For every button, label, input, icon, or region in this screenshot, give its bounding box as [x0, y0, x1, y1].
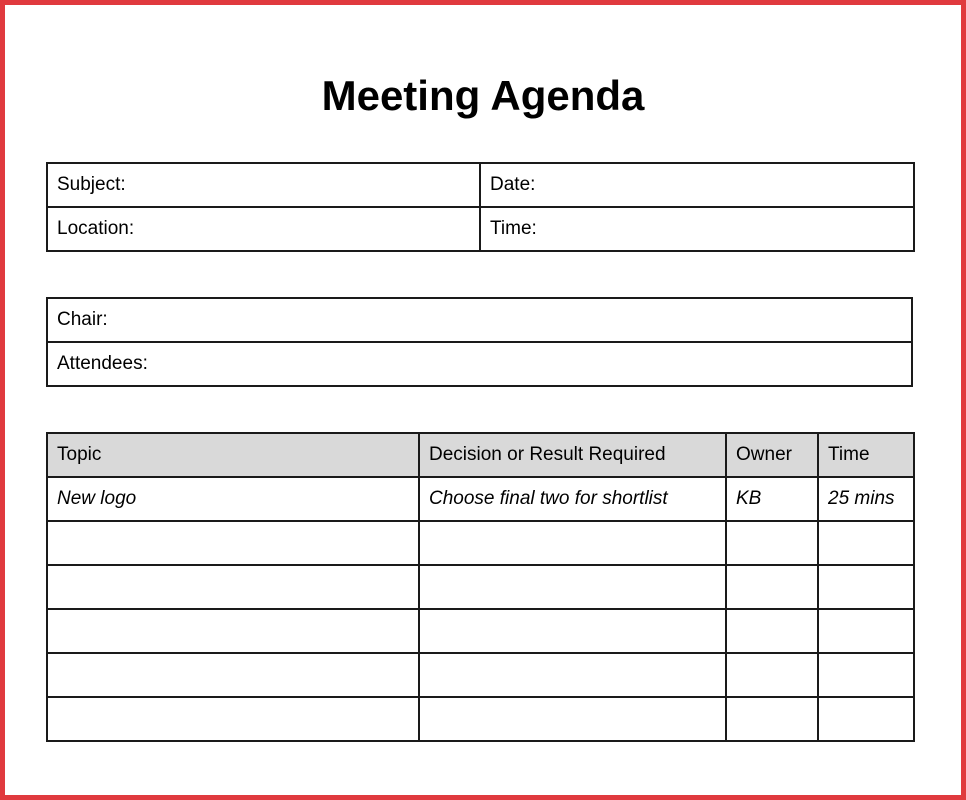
time-cell[interactable] [818, 609, 914, 653]
table-row [47, 697, 914, 741]
time-label: Time: [490, 218, 537, 239]
table-row [47, 565, 914, 609]
date-label: Date: [490, 174, 536, 195]
time-cell[interactable] [818, 521, 914, 565]
meeting-info-table [46, 162, 915, 252]
subject-label: Subject: [57, 174, 126, 195]
decision-cell[interactable] [419, 697, 726, 741]
decision-cell[interactable] [419, 653, 726, 697]
time-cell[interactable] [818, 697, 914, 741]
table-row [47, 653, 914, 697]
time-cell[interactable]: 25 mins [818, 477, 914, 521]
topic-cell[interactable] [47, 653, 419, 697]
agenda-header-row [47, 433, 914, 477]
time-field[interactable] [480, 207, 914, 251]
column-header-owner: Owner [726, 433, 818, 477]
owner-cell[interactable] [726, 521, 818, 565]
time-cell[interactable] [818, 565, 914, 609]
chair-label: Chair: [57, 309, 108, 330]
table-row [47, 477, 914, 521]
decision-cell[interactable] [419, 565, 726, 609]
owner-cell[interactable]: KB [726, 477, 818, 521]
people-table [46, 297, 913, 387]
topic-cell[interactable]: New logo [47, 477, 419, 521]
page-title: Meeting Agenda [321, 72, 645, 119]
owner-cell[interactable] [726, 653, 818, 697]
attendees-label: Attendees: [57, 353, 148, 374]
table-row [47, 298, 912, 342]
owner-cell[interactable] [726, 565, 818, 609]
location-label: Location: [57, 218, 135, 239]
column-header-decision: Decision or Result Required [419, 433, 726, 477]
date-field[interactable] [480, 163, 914, 207]
decision-cell[interactable]: Choose final two for shortlist [419, 477, 726, 521]
column-header-topic: Topic [47, 433, 419, 477]
table-row [47, 521, 914, 565]
decision-cell[interactable] [419, 521, 726, 565]
topic-cell[interactable] [47, 565, 419, 609]
location-field[interactable] [47, 207, 480, 251]
table-row [47, 609, 914, 653]
agenda-table [46, 432, 915, 742]
topic-cell[interactable] [47, 521, 419, 565]
owner-cell[interactable] [726, 697, 818, 741]
decision-cell[interactable] [419, 609, 726, 653]
table-row [47, 342, 912, 386]
time-cell[interactable] [818, 653, 914, 697]
chair-field[interactable] [47, 298, 912, 342]
owner-cell[interactable] [726, 609, 818, 653]
table-row [47, 207, 914, 251]
topic-cell[interactable] [47, 697, 419, 741]
column-header-time: Time [818, 433, 914, 477]
attendees-field[interactable] [47, 342, 912, 386]
table-row [47, 163, 914, 207]
topic-cell[interactable] [47, 609, 419, 653]
subject-field[interactable] [47, 163, 480, 207]
